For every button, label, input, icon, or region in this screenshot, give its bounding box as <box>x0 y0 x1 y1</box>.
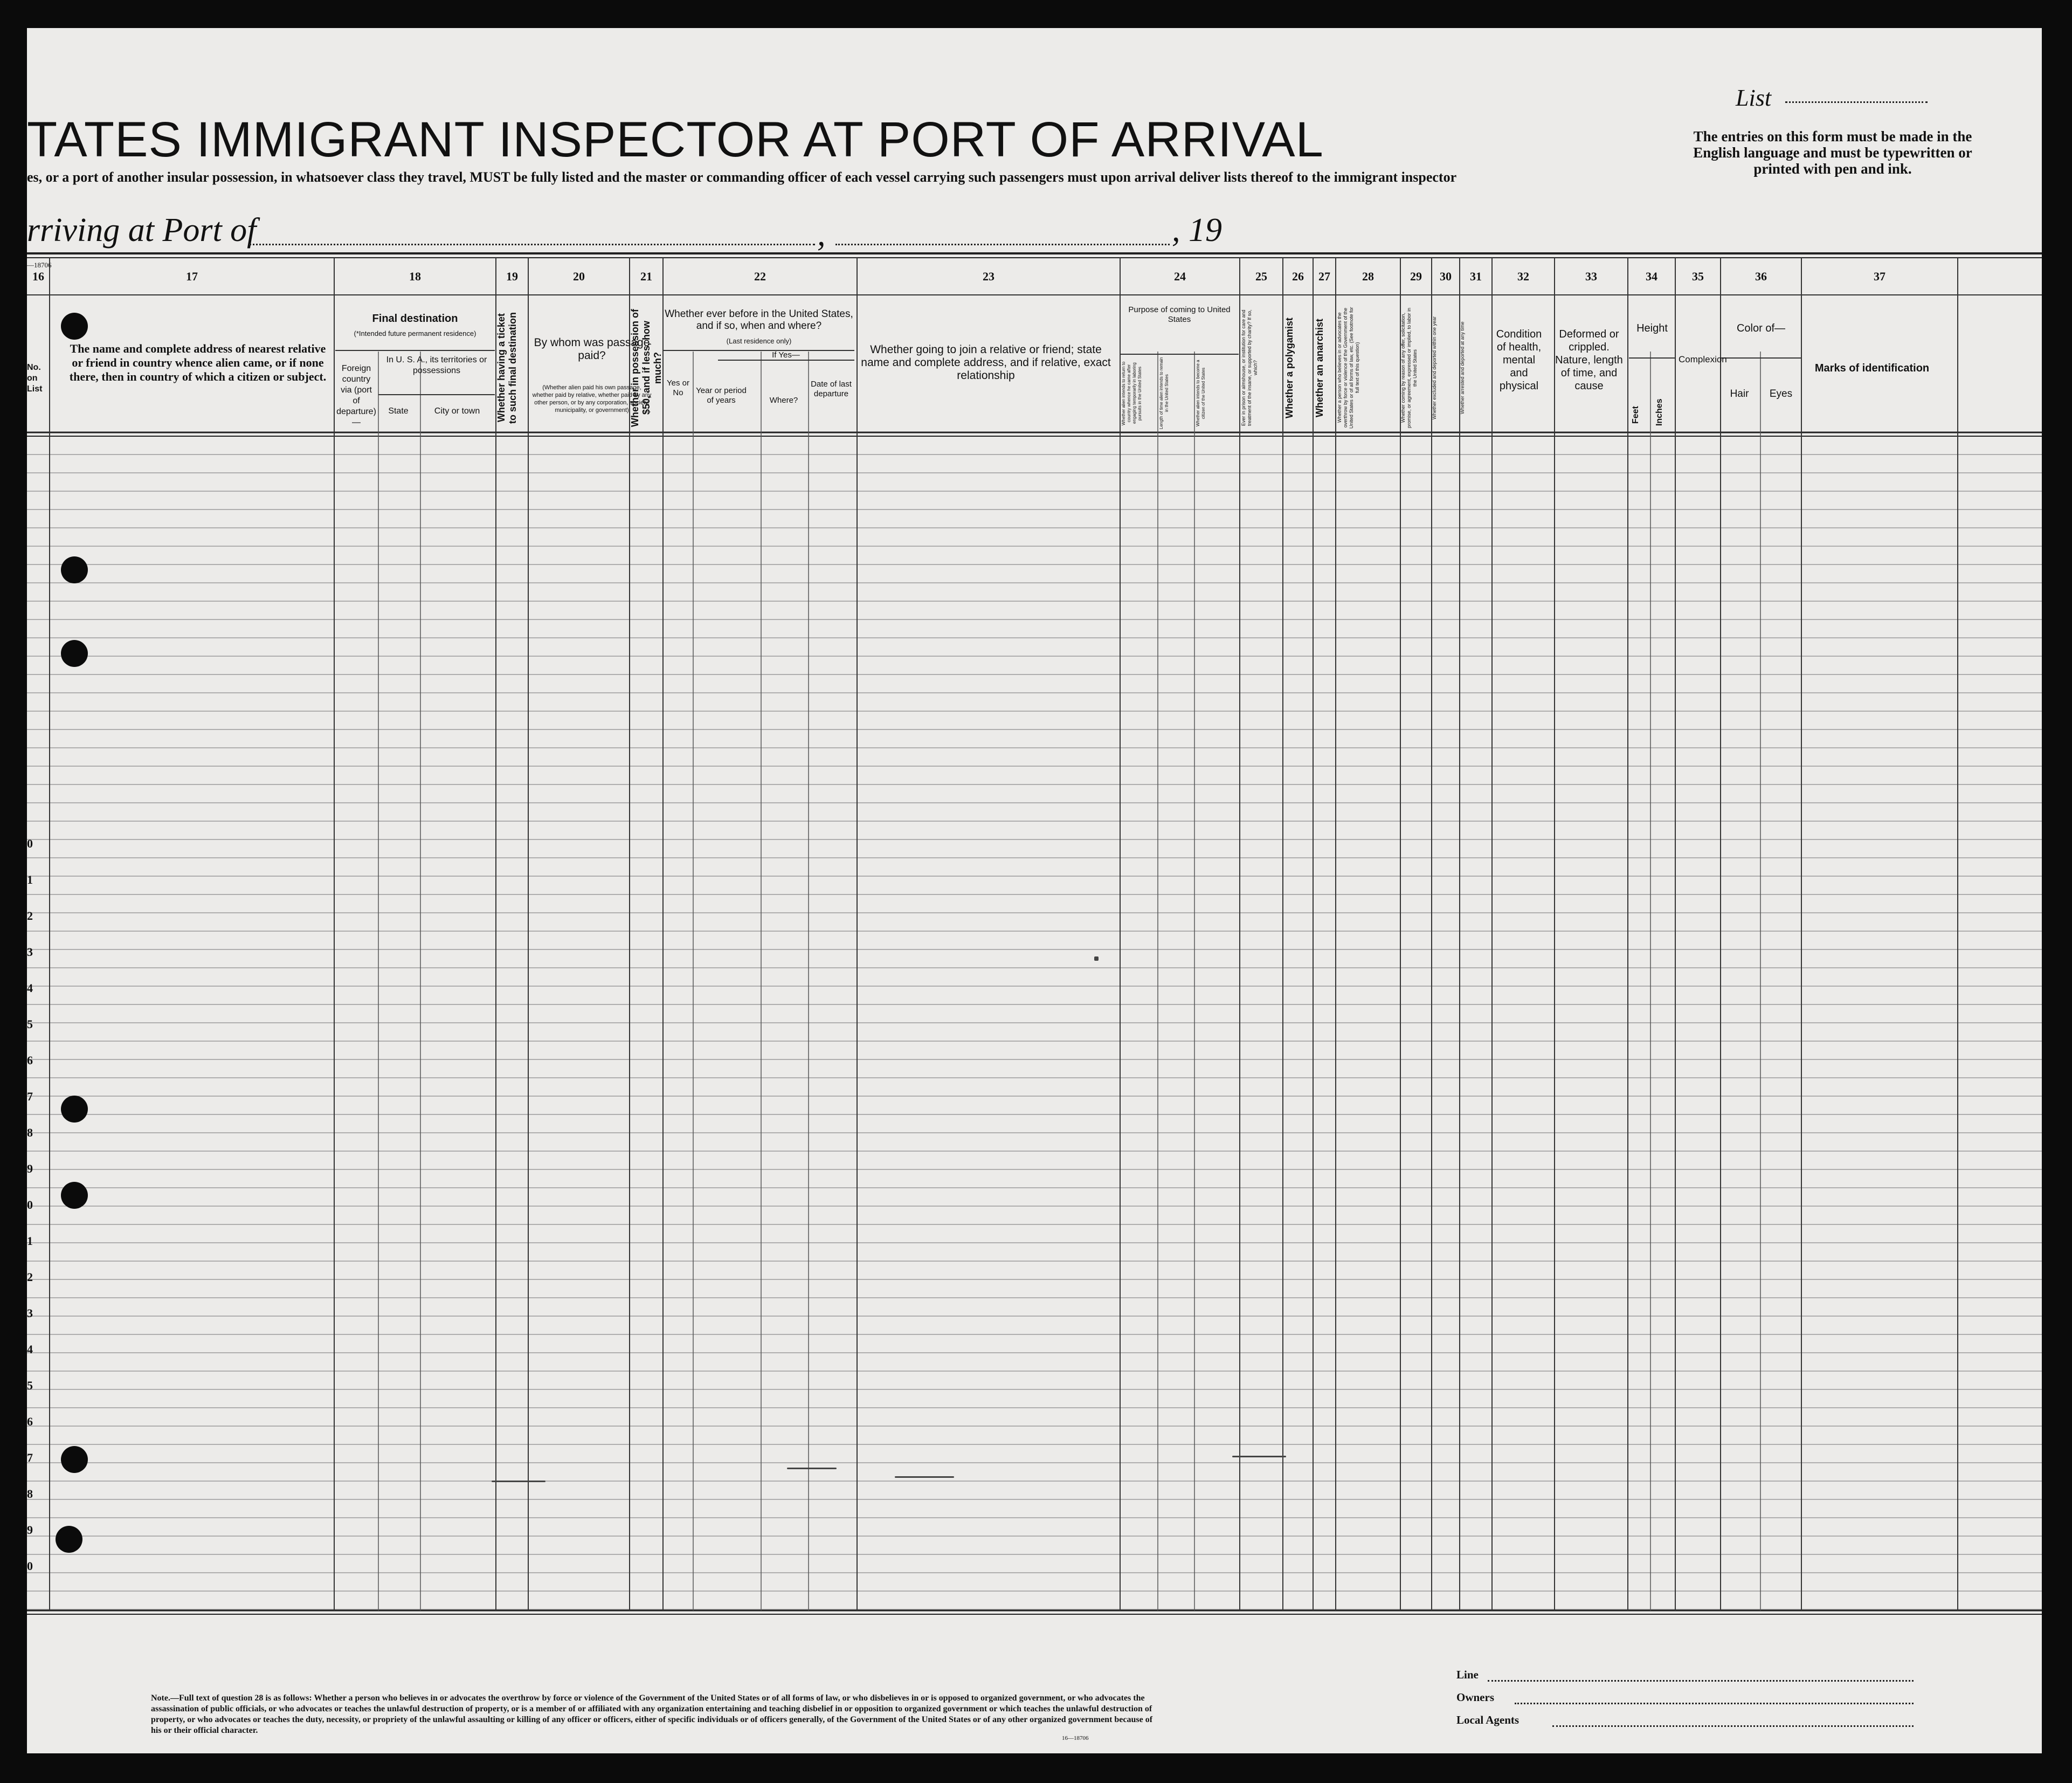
row-number: 3 <box>27 945 33 959</box>
list-label: List <box>1736 85 1772 111</box>
column-number: 21 <box>640 270 652 283</box>
row-number: 2 <box>27 1270 33 1284</box>
punch-hole <box>61 556 88 583</box>
form-number-bottom: 16—18706 <box>1062 1735 1089 1741</box>
punch-hole <box>61 640 88 667</box>
col20-header: By whom was passage paid? <box>534 336 650 362</box>
col26-header: Whether a polygamist <box>1284 317 1295 418</box>
col32-header: Condition of health, mental and physical <box>1496 328 1542 392</box>
col34-feet-header: Feet <box>1631 406 1640 424</box>
col21-header: Whether in possession of $50, and if less, how much? <box>630 308 663 427</box>
col18-city-header: City or town <box>434 407 480 416</box>
col23-header: Whether going to join a relative or friend; state name and complete address, and if relative, exact relationship <box>861 343 1111 382</box>
line-label: Line <box>1456 1668 1479 1681</box>
column-number: 23 <box>983 270 994 283</box>
ink-mark <box>787 1468 837 1469</box>
row-number: 2 <box>27 909 33 923</box>
column-number: 25 <box>1255 270 1267 283</box>
column-number: 31 <box>1470 270 1482 283</box>
row-number: 3 <box>27 1306 33 1320</box>
col29-header: Whether coming by reason of any offer, solicitation, promise, or agreement, expressed or implied, to labor in the United States <box>1400 307 1418 428</box>
row-number: 0 <box>27 1559 33 1573</box>
col35-header: Complexion <box>1679 354 1727 364</box>
col30-header: Whether excluded and deported within one year <box>1432 316 1437 419</box>
column-number: 29 <box>1410 270 1422 283</box>
col22-header: Whether ever before in the United States, and if so, when and where? <box>665 308 853 332</box>
col31-header: Whether arrested and deported at any time <box>1460 321 1465 414</box>
col16-header: No. on List <box>27 363 43 394</box>
col17-header: The name and complete address of nearest relative or friend in country whence alien came, or if none there, then in country of which a citizen or subject. <box>69 342 327 383</box>
col34-header: Height <box>1636 322 1668 334</box>
form-title: TATES IMMIGRANT INSPECTOR AT PORT OF ARRIVAL <box>27 112 1324 167</box>
col36-header: Color of— <box>1736 322 1786 334</box>
year-prefix: , 19 <box>1172 212 1222 249</box>
row-number: 5 <box>27 1017 33 1031</box>
col24-header: Purpose of coming to United States <box>1128 305 1231 324</box>
row-number: 1 <box>27 1234 33 1248</box>
column-number: 20 <box>573 270 585 283</box>
row-number: 4 <box>27 981 33 995</box>
column-number: 32 <box>1517 270 1529 283</box>
form-grid <box>27 28 2042 1753</box>
col22-period-header: Year or period of years <box>696 386 747 405</box>
question-28-note: Note.—Full text of question 28 is as follows: Whether a person who believes in or advocates the overthrow by force or violence of the Government of the United States or of all forms of law, or who disbelieves in or is opposed to organized government, or who advocates the assassination of public officials, or who advocates or teaches the unlawful destruction of property, or is a member of or affiliated with any organization entertaining and teaching disbelief in or opposition to organized government or which teaches the unlawful destruction of property, or who advocates or teaches the duty, necessity, or propriety of the unlawful assaulting or killing of any officer or officers, either of specific individuals or of officers generally, of the Government of the United States or of any other organized government because of his or their official character. <box>151 1693 1153 1735</box>
col18-subheader: (*Intended future permanent residence) <box>354 329 476 338</box>
col22-yesno-header: Yes or No <box>667 378 689 397</box>
form-number-top: —18706 <box>27 261 52 269</box>
ink-mark <box>1094 956 1099 961</box>
ink-mark <box>492 1481 545 1482</box>
column-number: 17 <box>186 270 198 283</box>
row-number: 5 <box>27 1379 33 1392</box>
column-number: 34 <box>1646 270 1657 283</box>
column-number: 22 <box>754 270 766 283</box>
owners-label: Owners <box>1456 1691 1494 1704</box>
ink-mark <box>895 1476 954 1478</box>
row-number: 7 <box>27 1090 33 1103</box>
punch-hole <box>56 1526 82 1553</box>
arriving-at-port-label: rriving at Port of <box>27 212 257 249</box>
column-number: 28 <box>1362 270 1374 283</box>
row-number: 0 <box>27 837 33 850</box>
row-number: 9 <box>27 1523 33 1537</box>
local-agents-label: Local Agents <box>1456 1713 1520 1726</box>
row-number: 0 <box>27 1198 33 1211</box>
column-number: 35 <box>1692 270 1704 283</box>
owners-field-line <box>1515 1703 1914 1704</box>
punch-hole <box>61 313 88 340</box>
ink-mark <box>1232 1456 1286 1457</box>
language-notice: The entries on this form must be made in the English language and must be typewritten or printed with pen and ink. <box>1693 128 1972 177</box>
column-number: 36 <box>1755 270 1767 283</box>
row-number: 9 <box>27 1162 33 1175</box>
punch-hole <box>61 1096 88 1123</box>
column-number: 16 <box>32 270 44 283</box>
row-number: 6 <box>27 1054 33 1067</box>
agents-field-line <box>1552 1725 1914 1727</box>
column-number: 19 <box>506 270 518 283</box>
punch-hole <box>61 1182 88 1209</box>
row-number: 8 <box>27 1487 33 1500</box>
col27-header: Whether an anarchist <box>1314 318 1325 417</box>
col37-header: Marks of identification <box>1814 362 1930 374</box>
col18-header: Final destination <box>372 313 458 325</box>
col36-hair-header: Hair <box>1730 388 1749 400</box>
line-field-line <box>1488 1680 1914 1682</box>
col18-usa-header: In U. S. A., its territories or possessions <box>386 355 487 375</box>
row-number: 6 <box>27 1415 33 1428</box>
col20-subheader: (Whether alien paid his own passage, whether paid by relative, whether paid by any other person, or by any corporation, society, municipality, or government) <box>532 384 652 414</box>
col22-subheader: (Last residence only) <box>726 337 792 345</box>
column-number: 26 <box>1292 270 1304 283</box>
col25-header: Ever in prison or almshouse, or institution for care and treatment of the insane, or supported by charity? If so, which? <box>1241 309 1258 426</box>
column-number: 24 <box>1174 270 1186 283</box>
column-number: 37 <box>1874 270 1885 283</box>
col34-inches-header: Inches <box>1655 398 1664 426</box>
comma-separator: , <box>817 216 826 253</box>
col24c-header: Whether alien intends to become a citizen of the United States <box>1196 360 1206 427</box>
row-number: 4 <box>27 1343 33 1356</box>
form-instructions: es, or a port of another insular possession, in whatsoever class they travel, MUST be fully listed and the master or commanding officer of each vessel carrying such passengers must upon arrival deliver lists thereof to the immigrant inspector <box>27 169 1457 185</box>
column-number: 18 <box>409 270 421 283</box>
row-number: 1 <box>27 873 33 886</box>
col24a-header: Whether alien intends to return to country whence he came after engaging temporarily in laboring pursuits in the United States <box>1121 361 1142 425</box>
column-number: 27 <box>1318 270 1330 283</box>
col19-header: Whether having a ticket to such final destination <box>496 312 518 424</box>
col33-header: Deformed or crippled. Nature, length of time, and cause <box>1555 328 1623 392</box>
col18-state-header: State <box>388 407 409 416</box>
col22-date-header: Date of last departure <box>811 380 852 398</box>
col24b-header: Length of time alien intends to remain in the United States <box>1159 357 1169 430</box>
col18-foreign-header: Foreign country via (port of departure)— <box>336 364 376 427</box>
col22-ifyes-header: If Yes— <box>772 350 800 360</box>
row-number: 7 <box>27 1451 33 1464</box>
column-number: 33 <box>1585 270 1597 283</box>
col22-where-header: Where? <box>769 396 798 405</box>
col28-header: Whether a person who believes in or advocates the overthrow by force or violence of the Government of the United States or of all forms of law, etc. (See footnote for full text of this question) <box>1337 307 1360 429</box>
column-number: 30 <box>1440 270 1452 283</box>
punch-hole <box>61 1446 88 1473</box>
col36-eyes-header: Eyes <box>1769 388 1793 400</box>
manifest-sheet <box>27 28 2042 1753</box>
row-number: 8 <box>27 1126 33 1139</box>
